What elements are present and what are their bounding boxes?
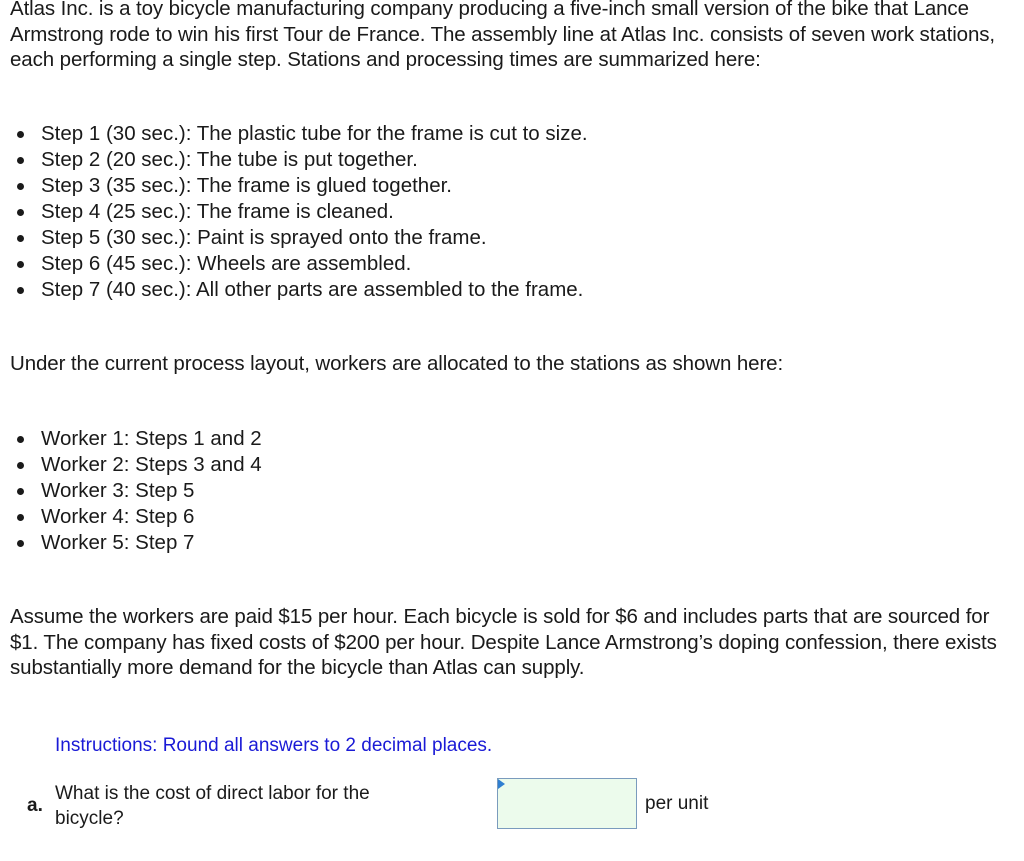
bullet-icon <box>17 488 24 495</box>
worker-text: Worker 4: Step 6 <box>41 505 195 528</box>
bullet-icon <box>17 157 24 164</box>
bullet-icon <box>17 436 24 443</box>
instructions-text: Instructions: Round all answers to 2 decimal places. <box>55 735 493 756</box>
input-flag-icon <box>498 779 505 789</box>
unit-label: per unit <box>645 793 709 814</box>
step-text: Step 4 (25 sec.): The frame is cleaned. <box>41 200 394 223</box>
intro-paragraph: Atlas Inc. is a toy bicycle manufacturing company producing a five-inch small version of the bike that Lance Armstrong rode to win his first Tour de France. The assembly line at Atlas Inc. consists of seven work stations, each performing a single step. Stations and processing times are summarized here: <box>10 0 996 71</box>
bullet-icon <box>17 287 24 294</box>
bullet-icon <box>17 462 24 469</box>
workers-list <box>10 426 262 556</box>
answer-input[interactable] <box>497 778 637 829</box>
step-text: Step 2 (20 sec.): The tube is put together. <box>41 148 418 171</box>
list-item-step-5 <box>10 225 588 251</box>
bullet-icon <box>17 235 24 242</box>
bullet-icon <box>17 514 24 521</box>
step-text: Step 5 (30 sec.): Paint is sprayed onto the frame. <box>41 226 487 249</box>
list-item-step-6 <box>10 251 588 277</box>
bullet-icon <box>17 131 24 138</box>
step-text: Step 3 (35 sec.): The frame is glued together. <box>41 174 452 197</box>
list-item-worker-4 <box>10 504 262 530</box>
list-item-step-7 <box>10 277 588 303</box>
worker-text: Worker 5: Step 7 <box>41 531 195 554</box>
list-item-step-4 <box>10 199 588 225</box>
bullet-icon <box>17 540 24 547</box>
bullet-icon <box>17 209 24 216</box>
steps-list <box>10 121 588 303</box>
worker-text: Worker 2: Steps 3 and 4 <box>41 453 262 476</box>
bullet-icon <box>17 261 24 268</box>
step-text: Step 6 (45 sec.): Wheels are assembled. <box>41 252 412 275</box>
list-item-step-3 <box>10 173 588 199</box>
list-item-worker-3 <box>10 478 262 504</box>
list-item-worker-1 <box>10 426 262 452</box>
allocation-intro: Under the current process layout, workers are allocated to the stations as shown here: <box>10 352 784 375</box>
step-text: Step 7 (40 sec.): All other parts are assembled to the frame. <box>41 278 584 301</box>
list-item-step-1 <box>10 121 588 147</box>
list-item-worker-2 <box>10 452 262 478</box>
list-item-step-2 <box>10 147 588 173</box>
list-item-worker-5 <box>10 530 262 556</box>
worker-text: Worker 1: Steps 1 and 2 <box>41 427 262 450</box>
assumptions-paragraph: Assume the workers are paid $15 per hour. Each bicycle is sold for $6 and includes parts that are sourced for $1. The company has fixed costs of $200 per hour. Despite Lance Armstrong’s doping confession, there exists substantially more demand for the bicycle than Atlas can supply. <box>10 605 997 679</box>
question-text: What is the cost of direct labor for the bicycle? <box>55 783 370 829</box>
question-letter: a. <box>27 795 43 816</box>
worker-text: Worker 3: Step 5 <box>41 479 195 502</box>
step-text: Step 1 (30 sec.): The plastic tube for the frame is cut to size. <box>41 122 588 145</box>
bullet-icon <box>17 183 24 190</box>
